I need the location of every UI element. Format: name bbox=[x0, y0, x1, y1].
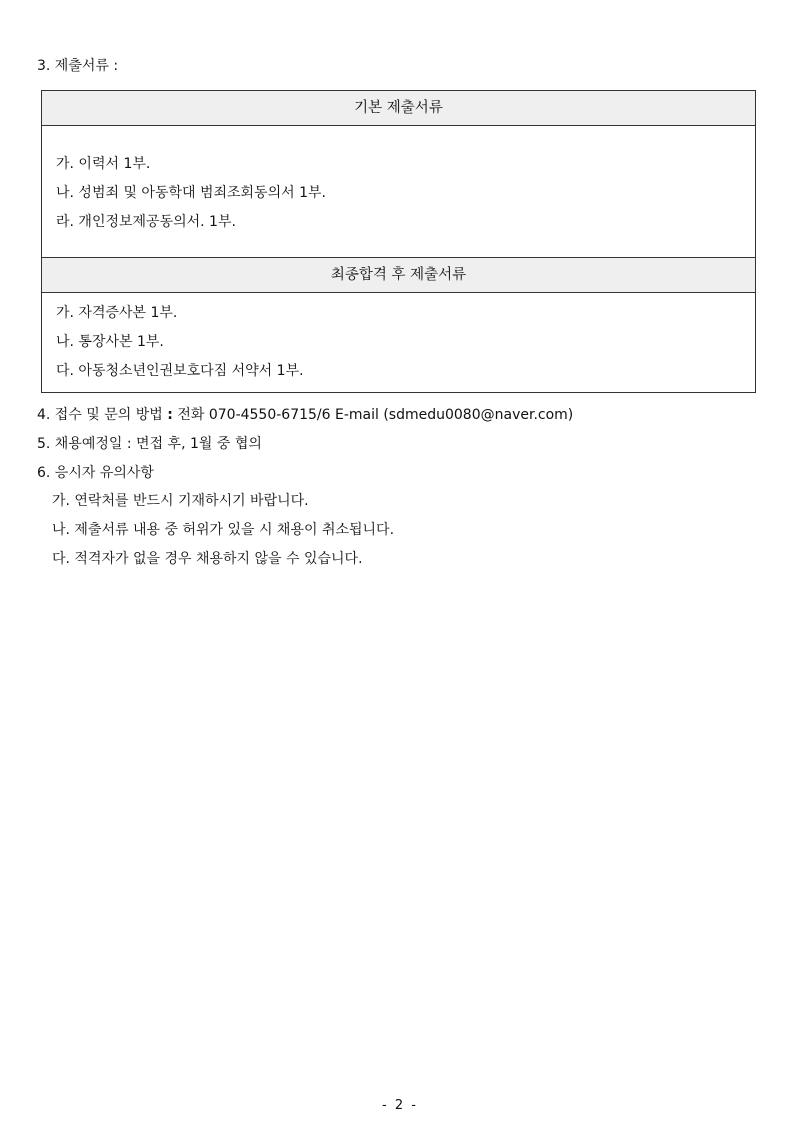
section-4-label: 4. 접수 및 문의 방법 bbox=[37, 407, 163, 423]
section-5-schedule: 5. 채용예정일 : 면접 후, 1월 중 협의 bbox=[37, 436, 262, 452]
section-6-title: 6. 응시자 유의사항 bbox=[37, 465, 154, 481]
section-3-title: 3. 제출서류 : bbox=[37, 58, 119, 74]
list-item: 다. 아동청소년인권보호다짐 서약서 1부. bbox=[56, 363, 304, 379]
documents-table bbox=[41, 90, 756, 393]
section-4-colon: : bbox=[167, 407, 173, 423]
basic-documents-list bbox=[42, 126, 755, 257]
list-item: 다. 적격자가 없을 경우 채용하지 않을 수 있습니다. bbox=[52, 551, 363, 567]
basic-documents-header: 기본 제출서류 bbox=[42, 91, 755, 126]
final-documents-header: 최종합격 후 제출서류 bbox=[42, 257, 755, 293]
list-item: 나. 통장사본 1부. bbox=[56, 334, 164, 350]
list-item: 가. 연락처를 반드시 기재하시기 바랍니다. bbox=[52, 493, 309, 509]
list-item: 나. 성범죄 및 아동학대 범죄조회동의서 1부. bbox=[56, 185, 326, 201]
list-item: 가. 이력서 1부. bbox=[56, 156, 151, 172]
section-4-contact-text: 전화 070-4550-6715/6 E-mail (sdmedu0080@naver.com) bbox=[177, 407, 574, 423]
list-item: 나. 제출서류 내용 중 허위가 있을 시 채용이 취소됩니다. bbox=[52, 522, 395, 538]
section-4-contact bbox=[37, 405, 573, 425]
page-number: - 2 - bbox=[382, 1098, 418, 1113]
list-item: 가. 자격증사본 1부. bbox=[56, 305, 178, 321]
final-documents-list bbox=[42, 293, 755, 392]
list-item: 라. 개인정보제공동의서. 1부. bbox=[56, 214, 236, 230]
